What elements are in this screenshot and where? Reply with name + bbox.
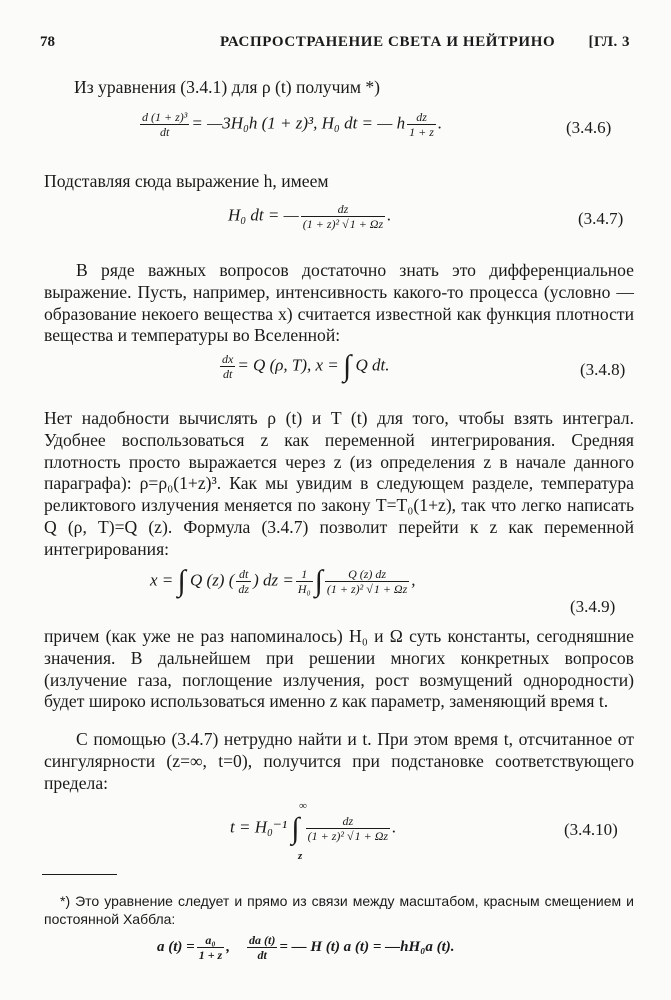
paragraph-2: Подставляя сюда выражение h, имеем (44, 171, 329, 191)
equation-3-4-6: $\frac{\text{d (1 + z)³}}{dt}$ = —3H₀h (1 + z)³, H₀ dt = — h $\frac{dz}{1 + z}$ . (142, 110, 443, 139)
paragraph-5: причем (как уже не раз напоминалось) H₀ и Ω суть константы, сегодняшние значения. В дальнейшем при решении многих конкретных вопросов (излучение газа, поглощение излучения, рост возмущений однородности) будет широко использоваться именно z как параметр, заменяющий время t. (44, 626, 634, 712)
equation-3-4-8: $\frac{dx}{dt}$ = Q (ρ, T), x = ∫ Q dt. (222, 349, 390, 383)
paragraph-1: Из уравнения (3.4.1) для ρ (t) получим *) (74, 77, 381, 97)
fraction: $\frac{\text{d (1 + z)³}}{dt}$ (142, 110, 188, 139)
equation-3-4-7: H₀ dt = — $\frac{dz}{\text{(1 + z)² √1 + Ωz}}$ . (228, 202, 392, 231)
footnote-divider (42, 874, 117, 875)
fraction: $\frac{Q (z) dz}{\text{(1 + z)² √1 + Ωz}}$ (326, 567, 408, 596)
chapter-label: [ГЛ. 3 (588, 34, 630, 50)
equation-label: (3.4.10) (564, 820, 618, 839)
equation-label: (3.4.7) (578, 209, 624, 228)
fraction: $\frac{dz}{\text{(1 + z)² √1 + Ωz}}$ (302, 202, 384, 231)
integral-sign: ∫ (177, 564, 186, 598)
fraction: $\frac{dz}{1 + z}$ (409, 110, 434, 139)
page-number: 78 (40, 34, 55, 50)
footnote-equation: a (t) = $\frac{\text{a₀}}{1 + z}$ , $\frac{da (t)}{dt}$ = — H (t) a (t) = —hH₀a (t). (157, 933, 455, 962)
fraction: $\frac{dz}{\text{(1 + z)² √1 + Ωz}}$ (307, 814, 389, 843)
running-title: РАСПРОСТРАНЕНИЕ СВЕТА И НЕЙТРИНО (220, 34, 556, 50)
integral-sign: ∫ (343, 349, 352, 383)
integral-lower-limit: z (298, 850, 303, 862)
integral-upper-limit: ∞ (299, 800, 307, 812)
integral-sign: ∫ (291, 811, 300, 845)
page-header (40, 34, 630, 56)
equation-3-4-9: x = ∫ Q (z) ( $\frac{dt}{dz}$ ) dz = $\frac{1}{\text{H₀}}$ ∫ $\frac{Q (z) dz}{\text{(1 + z)² √1 + Ωz}}$ , (150, 564, 416, 598)
integral-sign: ∫ (314, 564, 323, 598)
paragraph-6: С помощью (3.4.7) нетрудно найти и t. При этом время t, отсчитанное от сингулярности (z=∞, t=0), получится при подстановке соответствующего предела: (44, 729, 634, 793)
equation-label: (3.4.9) (570, 597, 616, 616)
equation-label: (3.4.6) (566, 118, 612, 137)
equation-label: (3.4.8) (580, 360, 626, 379)
fraction: $\frac{dx}{dt}$ (222, 352, 234, 381)
paragraph-3: В ряде важных вопросов достаточно знать это дифференциальное выражение. Пусть, например, интенсивность какого-то процесса (условно — образование некоего вещества x) считается известной как функция плотности вещества и температуры во Вселенной: (44, 260, 634, 346)
fraction: $\frac{da (t)}{dt}$ (248, 933, 276, 962)
paragraph-4: Нет надобности вычислять ρ (t) и T (t) для того, чтобы взять интеграл. Удобнее воспользоваться z как переменной интегрирования. Средняя плотность просто выражается через z (из определения z в начале данного параграфа): ρ=ρ₀(1+z)³. Как мы увидим в следующем разделе, температура реликтового излучения меняется по закону T=T₀(1+z), так что легко написать Q (ρ, T)=Q (z). Формула (3.4.7) позволит перейти к z как переменной интегрирования: (44, 408, 634, 559)
equation-3-4-10: t = H₀⁻¹ ∫ $\frac{dz}{\text{(1 + z)² √1 + Ωz}}$ . (230, 811, 397, 845)
fraction: $\frac{dt}{dz}$ (238, 567, 250, 596)
fraction: $\frac{\text{a₀}}{1 + z}$ (198, 933, 223, 962)
fraction: $\frac{1}{\text{H₀}}$ (297, 567, 311, 596)
footnote-text: *) Это уравнение следует и прямо из связи между масштабом, красным смещением и постоянной Хаббла: (44, 893, 634, 927)
